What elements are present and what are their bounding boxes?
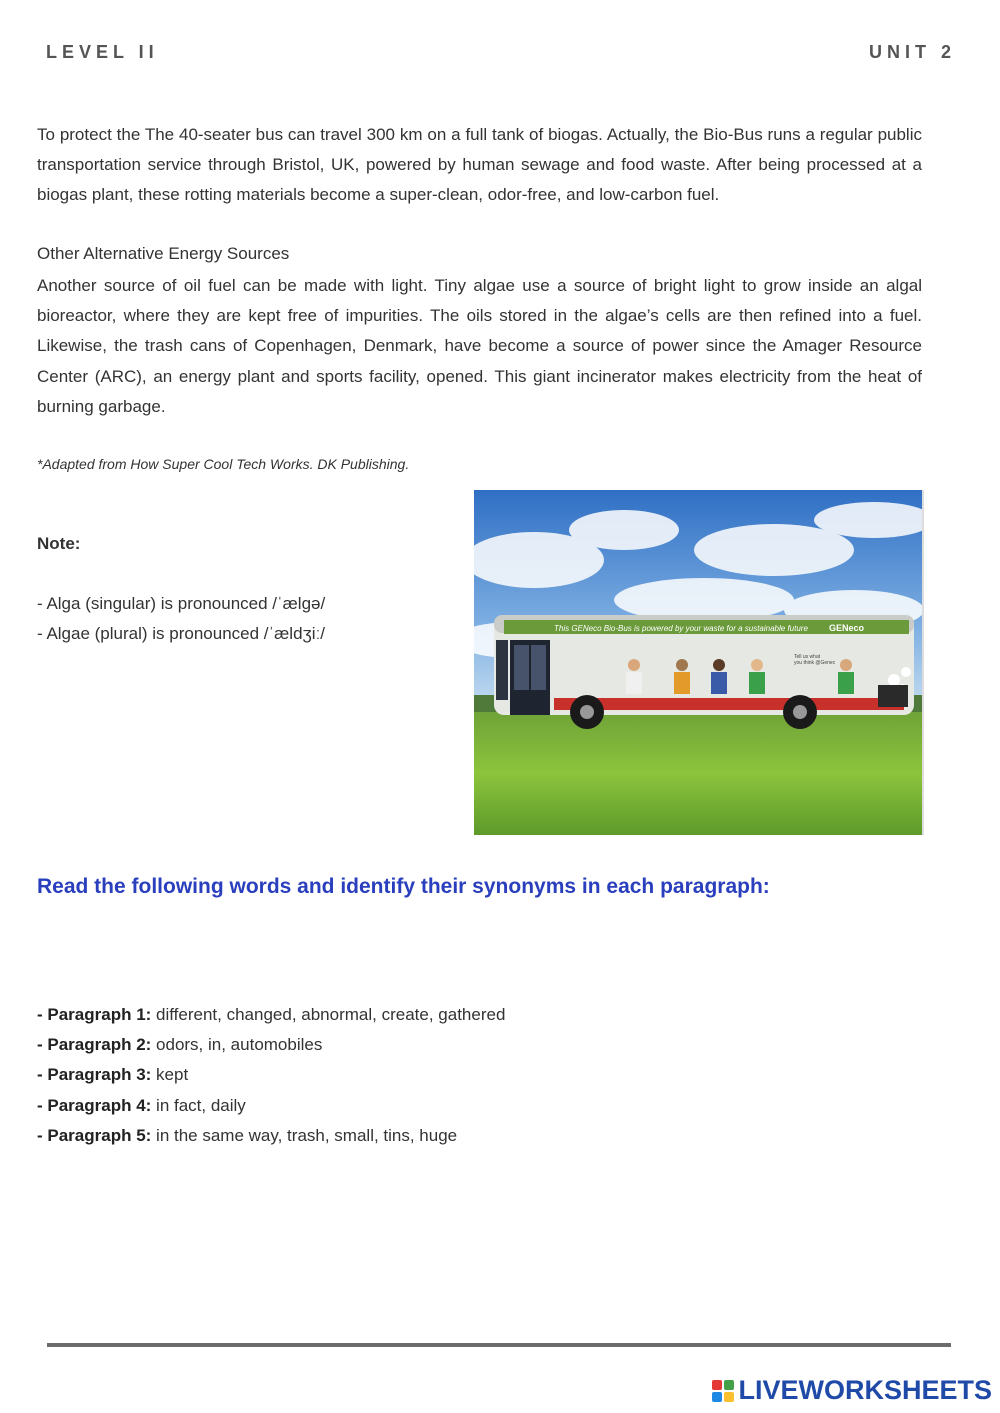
list-item: - Paragraph 4: in fact, daily — [37, 1095, 246, 1115]
svg-text:you think @Genec: you think @Genec — [794, 660, 836, 666]
svg-text:GENeco: GENeco — [829, 623, 865, 633]
note-title: Note: — [37, 534, 81, 553]
list-item: - Paragraph 5: in the same way, trash, small, tins, huge — [37, 1125, 458, 1145]
level-label: LEVEL II — [46, 42, 159, 62]
source-citation: *Adapted from How Super Cool Tech Works. DK Publishing. — [37, 456, 410, 472]
list-item: - Paragraph 2: odors, in, automobiles — [37, 1035, 323, 1055]
brand-name: LIVEWORKSHEETS — [738, 1375, 992, 1405]
section-subheading: Other Alternative Energy Sources — [37, 244, 290, 263]
svg-text:This GENeco Bio-Bus is powered: This GENeco Bio-Bus is powered by your waste for a sustainable future — [554, 624, 808, 633]
svg-text:Tell us what: Tell us what — [794, 654, 821, 660]
liveworksheets-brand[interactable] — [712, 1375, 992, 1406]
liveworksheets-logo-icon — [712, 1380, 734, 1402]
footer-divider — [47, 1343, 951, 1347]
unit-label: UNIT 2 — [868, 42, 956, 62]
list-item: - Paragraph 1: different, changed, abnormal, create, gathered — [37, 1005, 506, 1024]
list-item: - Paragraph 3: kept — [37, 1065, 189, 1085]
paragraph-1: To protect the The 40-seater bus can travel 300 km on a full tank of biogas. Actually, the Bio-Bus runs a regular public transportation service through Bristol, UK, powered by human sewage and food waste. After being processed at a biogas plant, these rotting materials become a super-clean, odor-free, and low-carbon fuel. — [37, 125, 922, 205]
note-alga: - Alga (singular) is pronounced /ˈælgə/ — [37, 594, 326, 613]
paragraph-word-list — [37, 1000, 505, 1151]
paragraph-2: Another source of oil fuel can be made with light. Tiny algae use a source of bright light to grow inside an algal bioreactor, where they are kept free of impurities. The oils stored in the algae’s cells are then refined into a fuel. Likewise, the trash cans of Copenhagen, Denmark, have become a source of power since the Amager Resource Center (ARC), an energy plant and sports facility, opened. This giant incinerator makes electricity from the heat of burning garbage. — [37, 276, 922, 416]
exercise-instruction: Read the following words and identify their synonyms in each paragraph: — [37, 875, 770, 898]
note-algae: - Algae (plural) is pronounced /ˈældʒiː/ — [37, 624, 326, 643]
bio-bus-image — [474, 490, 924, 835]
